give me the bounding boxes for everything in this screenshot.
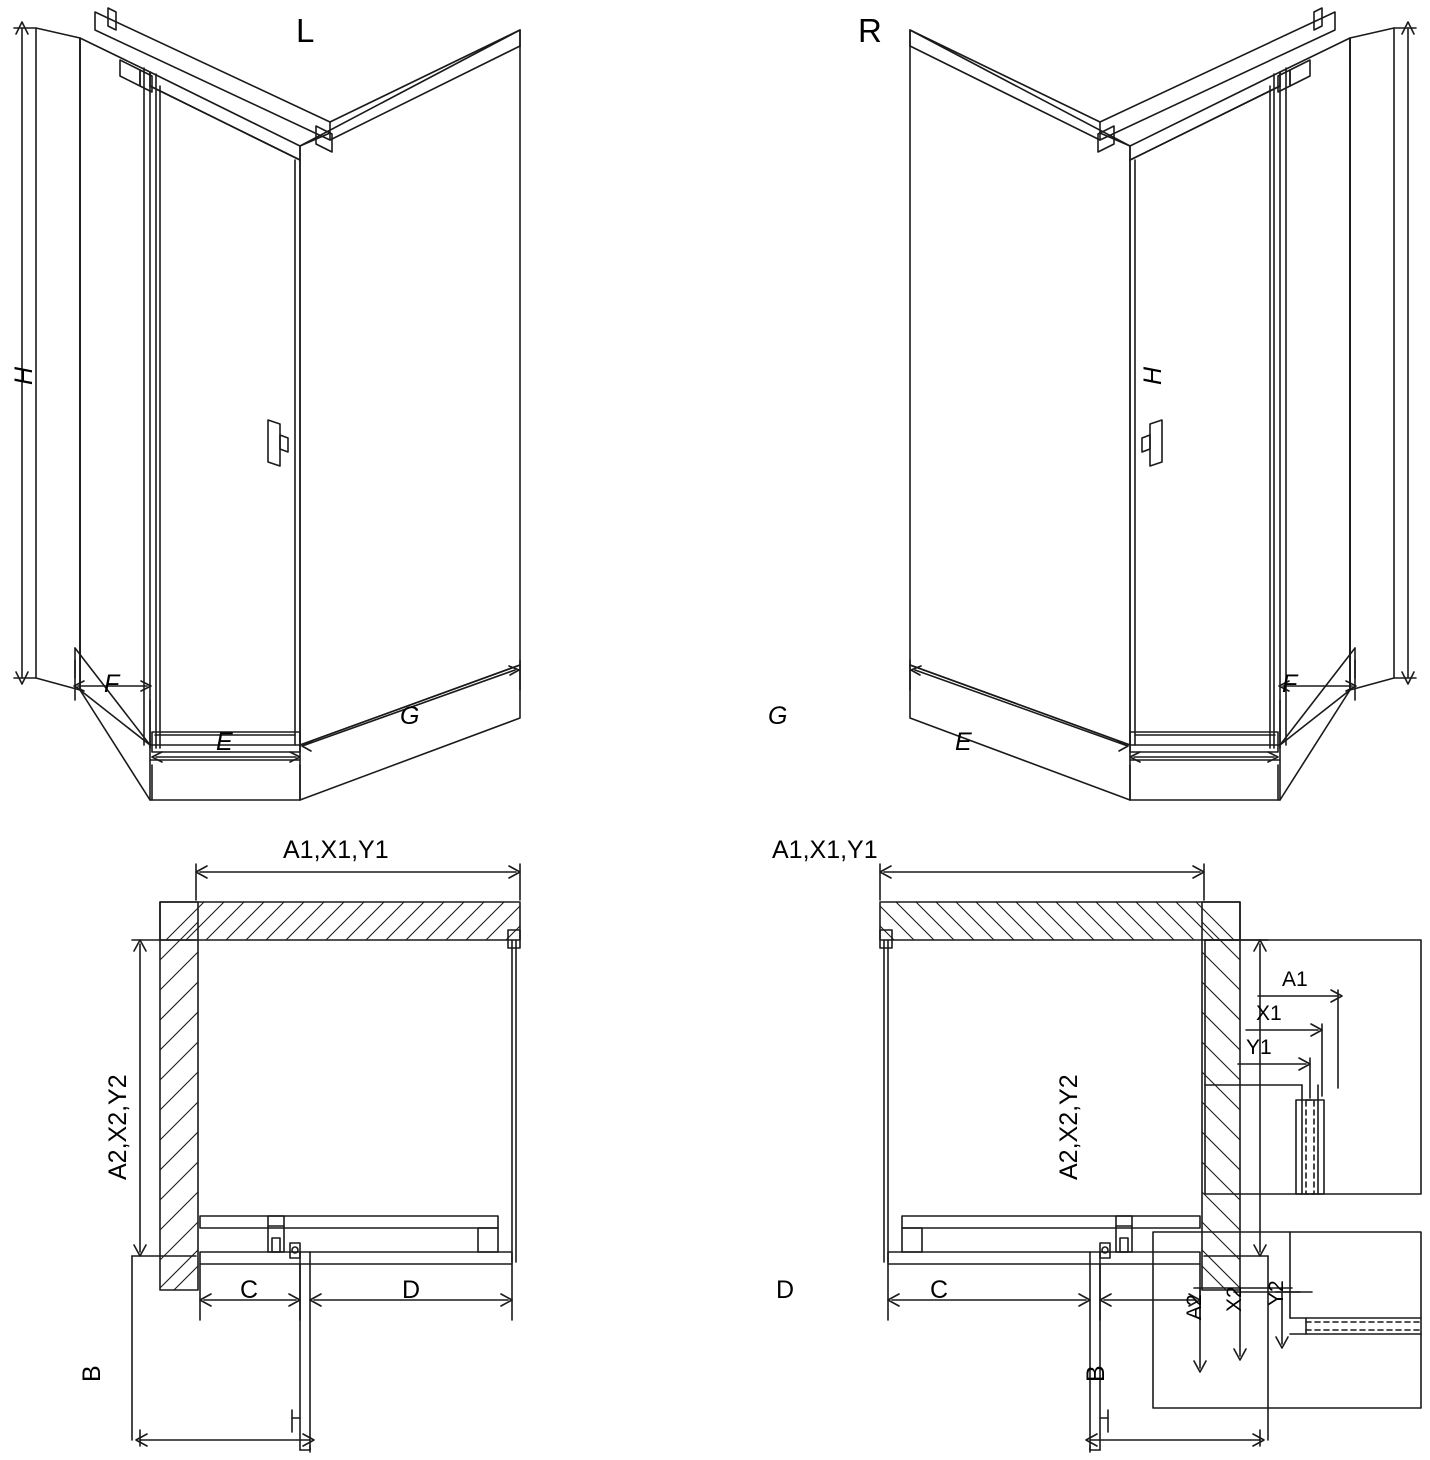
detail-view-bottom <box>1153 1232 1421 1408</box>
iso-left-height-label: H <box>10 366 38 385</box>
iso-view-right <box>910 8 1416 800</box>
plan-right-c-label: C <box>930 1276 949 1304</box>
detail-top-a1-label: A1 <box>1282 968 1308 991</box>
iso-left-e-label: E <box>216 728 233 756</box>
detail-bottom-x2-label: X2 <box>1223 1286 1246 1312</box>
detail-view-top <box>1205 940 1421 1194</box>
iso-right-g-label: G <box>768 702 788 730</box>
iso-left-title: L <box>296 12 315 49</box>
iso-left-f-label: F <box>104 670 120 698</box>
iso-view-left <box>14 8 520 800</box>
plan-left-d-label: D <box>402 1276 421 1304</box>
iso-right-height-label: H <box>1139 366 1167 385</box>
detail-top-y1-label: Y1 <box>1246 1036 1272 1059</box>
plan-right-b-label: B <box>1082 1365 1110 1382</box>
detail-bottom-y2-label: Y2 <box>1265 1280 1288 1306</box>
detail-top-x1-label: X1 <box>1256 1002 1282 1025</box>
plan-right-top-dim-label: A1,X1,Y1 <box>772 836 878 864</box>
plan-right-d-label: D <box>776 1276 795 1304</box>
iso-right-e-label: E <box>955 728 972 756</box>
plan-right-side-dim-label: A2,X2,Y2 <box>1055 1074 1083 1180</box>
iso-left-g-label: G <box>400 702 420 730</box>
plan-view-left <box>132 864 520 1452</box>
iso-right-title: R <box>858 12 882 49</box>
plan-left-c-label: C <box>240 1276 259 1304</box>
iso-right-f-label: F <box>1282 670 1298 698</box>
plan-left-side-dim-label: A2,X2,Y2 <box>104 1074 132 1180</box>
plan-left-b-label: B <box>78 1365 106 1382</box>
detail-bottom-a2-label: A2 <box>1183 1294 1206 1320</box>
plan-left-top-dim-label: A1,X1,Y1 <box>283 836 389 864</box>
